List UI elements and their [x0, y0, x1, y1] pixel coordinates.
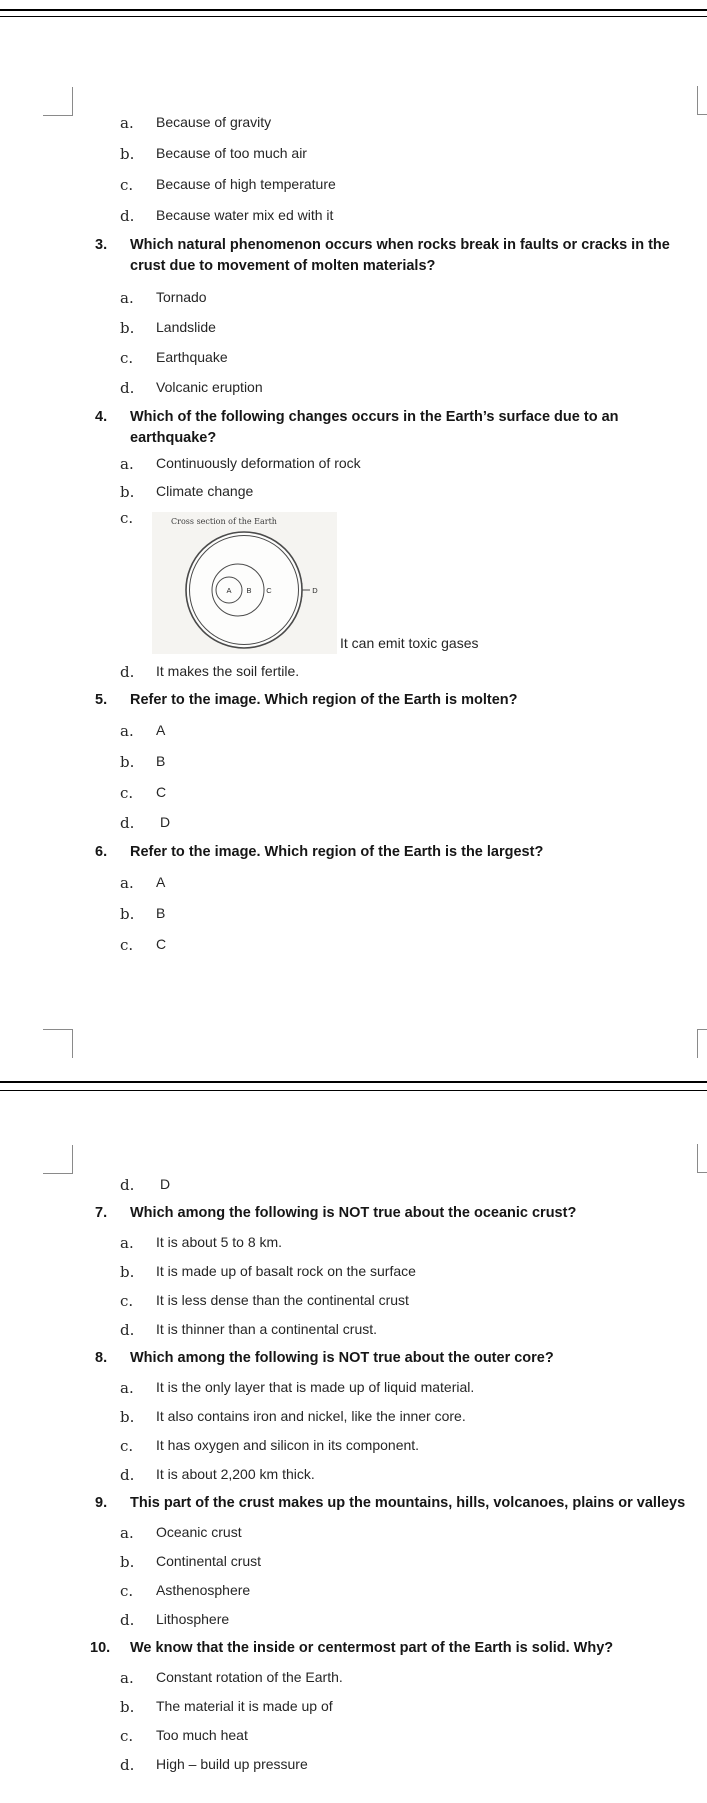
option-letter: c. — [120, 509, 134, 527]
question-2-option-b — [0, 145, 707, 167]
option-text: Asthenosphere — [156, 1582, 251, 1598]
question-4-option-c — [0, 509, 707, 531]
question-7-option-b — [0, 1263, 707, 1285]
option-letter: d. — [120, 207, 135, 225]
diagram-title: Cross section of the Earth — [171, 517, 277, 526]
region-label-c: C — [266, 586, 272, 595]
earth-cross-section-image — [152, 512, 337, 654]
option-text: Constant rotation of the Earth. — [156, 1669, 343, 1685]
question-text: Refer to the image. Which region of the Earth is molten? — [130, 692, 518, 708]
option-letter: b. — [120, 483, 135, 501]
option-text: It is made up of basalt rock on the surface — [156, 1263, 416, 1279]
question-text-line1: Which natural phenomenon occurs when rocks break in faults or cracks in the — [130, 237, 670, 253]
question-number: 3. — [95, 237, 108, 253]
question-6-option-d — [0, 1176, 707, 1198]
question-text: Which among the following is NOT true about the oceanic crust? — [130, 1205, 577, 1221]
question-number: 5. — [95, 692, 108, 708]
question-number: 7. — [95, 1205, 108, 1221]
option-letter: d. — [120, 1756, 135, 1774]
option-letter: d. — [120, 1321, 135, 1339]
option-text: The material it is made up of — [156, 1698, 333, 1714]
question-9-option-b — [0, 1553, 707, 1575]
option-text: High – build up pressure — [156, 1756, 308, 1772]
question-6-option-c — [0, 936, 707, 958]
question-6 — [0, 844, 707, 866]
option-letter: a. — [120, 874, 134, 892]
option-letter: c. — [120, 936, 134, 954]
option-text: A — [156, 874, 166, 890]
question-10 — [0, 1640, 707, 1662]
option-text: Because water mix ed with it — [156, 207, 334, 223]
option-letter: b. — [120, 145, 135, 163]
option-letter: d. — [120, 814, 135, 832]
option-letter: a. — [120, 1234, 134, 1252]
question-10-option-c — [0, 1727, 707, 1749]
option-text: B — [156, 905, 166, 921]
page-top-rule-thick — [0, 9, 707, 11]
region-label-a: A — [226, 586, 232, 595]
question-9-option-d — [0, 1611, 707, 1633]
option-text: Continuously deformation of rock — [156, 455, 361, 471]
option-text: It is about 2,200 km thick. — [156, 1466, 315, 1482]
option-letter: a. — [120, 1669, 134, 1687]
page-break-rule-thick — [0, 1081, 707, 1083]
option-letter: b. — [120, 319, 135, 337]
question-7-option-c — [0, 1292, 707, 1314]
question-7-option-d — [0, 1321, 707, 1343]
question-5-option-a — [0, 722, 707, 744]
option-text: It can emit toxic gases — [340, 635, 479, 651]
option-text: Lithosphere — [156, 1611, 230, 1627]
question-8-option-d — [0, 1466, 707, 1488]
option-text: Because of gravity — [156, 114, 272, 130]
region-label-b: B — [246, 586, 252, 595]
page-top-rule-thin — [0, 16, 707, 17]
crop-mark-top-right-icon — [697, 86, 707, 115]
question-4-option-a — [0, 455, 707, 477]
question-text-line1: Which of the following changes occurs in the Earth’s surface due to an — [130, 409, 619, 425]
option-text: It is the only layer that is made up of liquid material. — [156, 1379, 475, 1395]
question-2-option-c — [0, 176, 707, 198]
option-text: Oceanic crust — [156, 1524, 242, 1540]
question-8-option-b — [0, 1408, 707, 1430]
option-letter: b. — [120, 1263, 135, 1281]
option-text: It is less dense than the continental crust — [156, 1292, 409, 1308]
question-number: 4. — [95, 409, 108, 425]
option-text: Volcanic eruption — [156, 379, 263, 395]
question-2-option-a — [0, 114, 707, 136]
option-letter: c. — [120, 784, 134, 802]
question-4-line2 — [0, 430, 707, 452]
option-letter: b. — [120, 1698, 135, 1716]
question-5-option-b — [0, 753, 707, 775]
option-letter: c. — [120, 1437, 134, 1455]
option-text: Landslide — [156, 319, 216, 335]
question-number: 8. — [95, 1350, 108, 1366]
option-text: C — [156, 936, 167, 952]
option-text: It is thinner than a continental crust. — [156, 1321, 378, 1337]
crop-mark-top-left-icon — [43, 1145, 73, 1174]
question-9 — [0, 1495, 707, 1517]
question-7 — [0, 1205, 707, 1227]
option-letter: a. — [120, 114, 134, 132]
option-text: D — [160, 1176, 171, 1192]
crop-mark-bottom-left-icon — [43, 1029, 73, 1058]
option-text: Climate change — [156, 483, 254, 499]
option-letter: a. — [120, 722, 134, 740]
question-8 — [0, 1350, 707, 1372]
question-8-option-c — [0, 1437, 707, 1459]
option-letter: c. — [120, 1292, 134, 1310]
question-text-line2: earthquake? — [130, 430, 217, 446]
question-number: 9. — [95, 1495, 108, 1511]
question-9-option-c — [0, 1582, 707, 1604]
question-number: 6. — [95, 844, 108, 860]
question-4-option-b — [0, 483, 707, 505]
question-6-option-b — [0, 905, 707, 927]
option-letter: a. — [120, 455, 134, 473]
option-text: It is about 5 to 8 km. — [156, 1234, 283, 1250]
question-5 — [0, 692, 707, 714]
question-10-option-d — [0, 1756, 707, 1778]
option-letter: c. — [120, 349, 134, 367]
option-letter: b. — [120, 753, 135, 771]
crop-mark-bottom-right-icon — [697, 1029, 707, 1058]
question-3-option-b — [0, 319, 707, 341]
question-4-option-d — [0, 663, 707, 685]
option-letter: c. — [120, 1582, 134, 1600]
question-8-option-a — [0, 1379, 707, 1401]
option-letter: d. — [120, 379, 135, 397]
question-3-option-d — [0, 379, 707, 401]
option-text: It also contains iron and nickel, like the inner core. — [156, 1408, 466, 1424]
option-letter: d. — [120, 1611, 135, 1629]
option-text: Tornado — [156, 289, 207, 305]
question-text: Refer to the image. Which region of the Earth is the largest? — [130, 844, 544, 860]
question-5-option-c — [0, 784, 707, 806]
question-7-option-a — [0, 1234, 707, 1256]
crop-mark-top-right-icon — [697, 1144, 707, 1173]
option-letter: d. — [120, 1176, 135, 1194]
question-9-option-a — [0, 1524, 707, 1546]
option-letter: c. — [120, 1727, 134, 1745]
question-text: We know that the inside or centermost part of the Earth is solid. Why? — [130, 1640, 614, 1656]
option-letter: d. — [120, 663, 135, 681]
option-letter: b. — [120, 905, 135, 923]
option-letter: c. — [120, 176, 134, 194]
option-letter: b. — [120, 1553, 135, 1571]
region-label-d: D — [312, 586, 318, 595]
question-10-option-b — [0, 1698, 707, 1720]
option-text: Earthquake — [156, 349, 228, 365]
option-letter: a. — [120, 1379, 134, 1397]
question-text-line2: crust due to movement of molten materials? — [130, 258, 436, 274]
question-3-option-c — [0, 349, 707, 371]
outer-crust-circle — [186, 532, 302, 648]
option-letter: b. — [120, 1408, 135, 1426]
option-letter: a. — [120, 1524, 134, 1542]
option-text: B — [156, 753, 166, 769]
page-break-rule-thin — [0, 1090, 707, 1091]
option-text: Because of too much air — [156, 145, 307, 161]
question-text: This part of the crust makes up the mountains, hills, volcanoes, plains or valleys — [130, 1495, 686, 1511]
earth-diagram — [152, 512, 337, 654]
question-6-option-a — [0, 874, 707, 896]
option-text: Because of high temperature — [156, 176, 336, 192]
crop-mark-top-left-icon — [43, 87, 73, 116]
question-text: Which among the following is NOT true about the outer core? — [130, 1350, 554, 1366]
question-3 — [0, 237, 707, 259]
question-4-option-c-text — [0, 635, 707, 657]
question-3-line2 — [0, 258, 707, 280]
option-letter: d. — [120, 1466, 135, 1484]
question-3-option-a — [0, 289, 707, 311]
option-text: A — [156, 722, 166, 738]
question-2-option-d — [0, 207, 707, 229]
option-text: It makes the soil fertile. — [156, 663, 300, 679]
question-4 — [0, 409, 707, 431]
question-10-option-a — [0, 1669, 707, 1691]
option-text: Continental crust — [156, 1553, 262, 1569]
option-text: C — [156, 784, 167, 800]
option-text: Too much heat — [156, 1727, 248, 1743]
question-number: 10. — [90, 1640, 111, 1656]
option-letter: a. — [120, 289, 134, 307]
option-text: D — [160, 814, 171, 830]
question-5-option-d — [0, 814, 707, 836]
option-text: It has oxygen and silicon in its component. — [156, 1437, 420, 1453]
